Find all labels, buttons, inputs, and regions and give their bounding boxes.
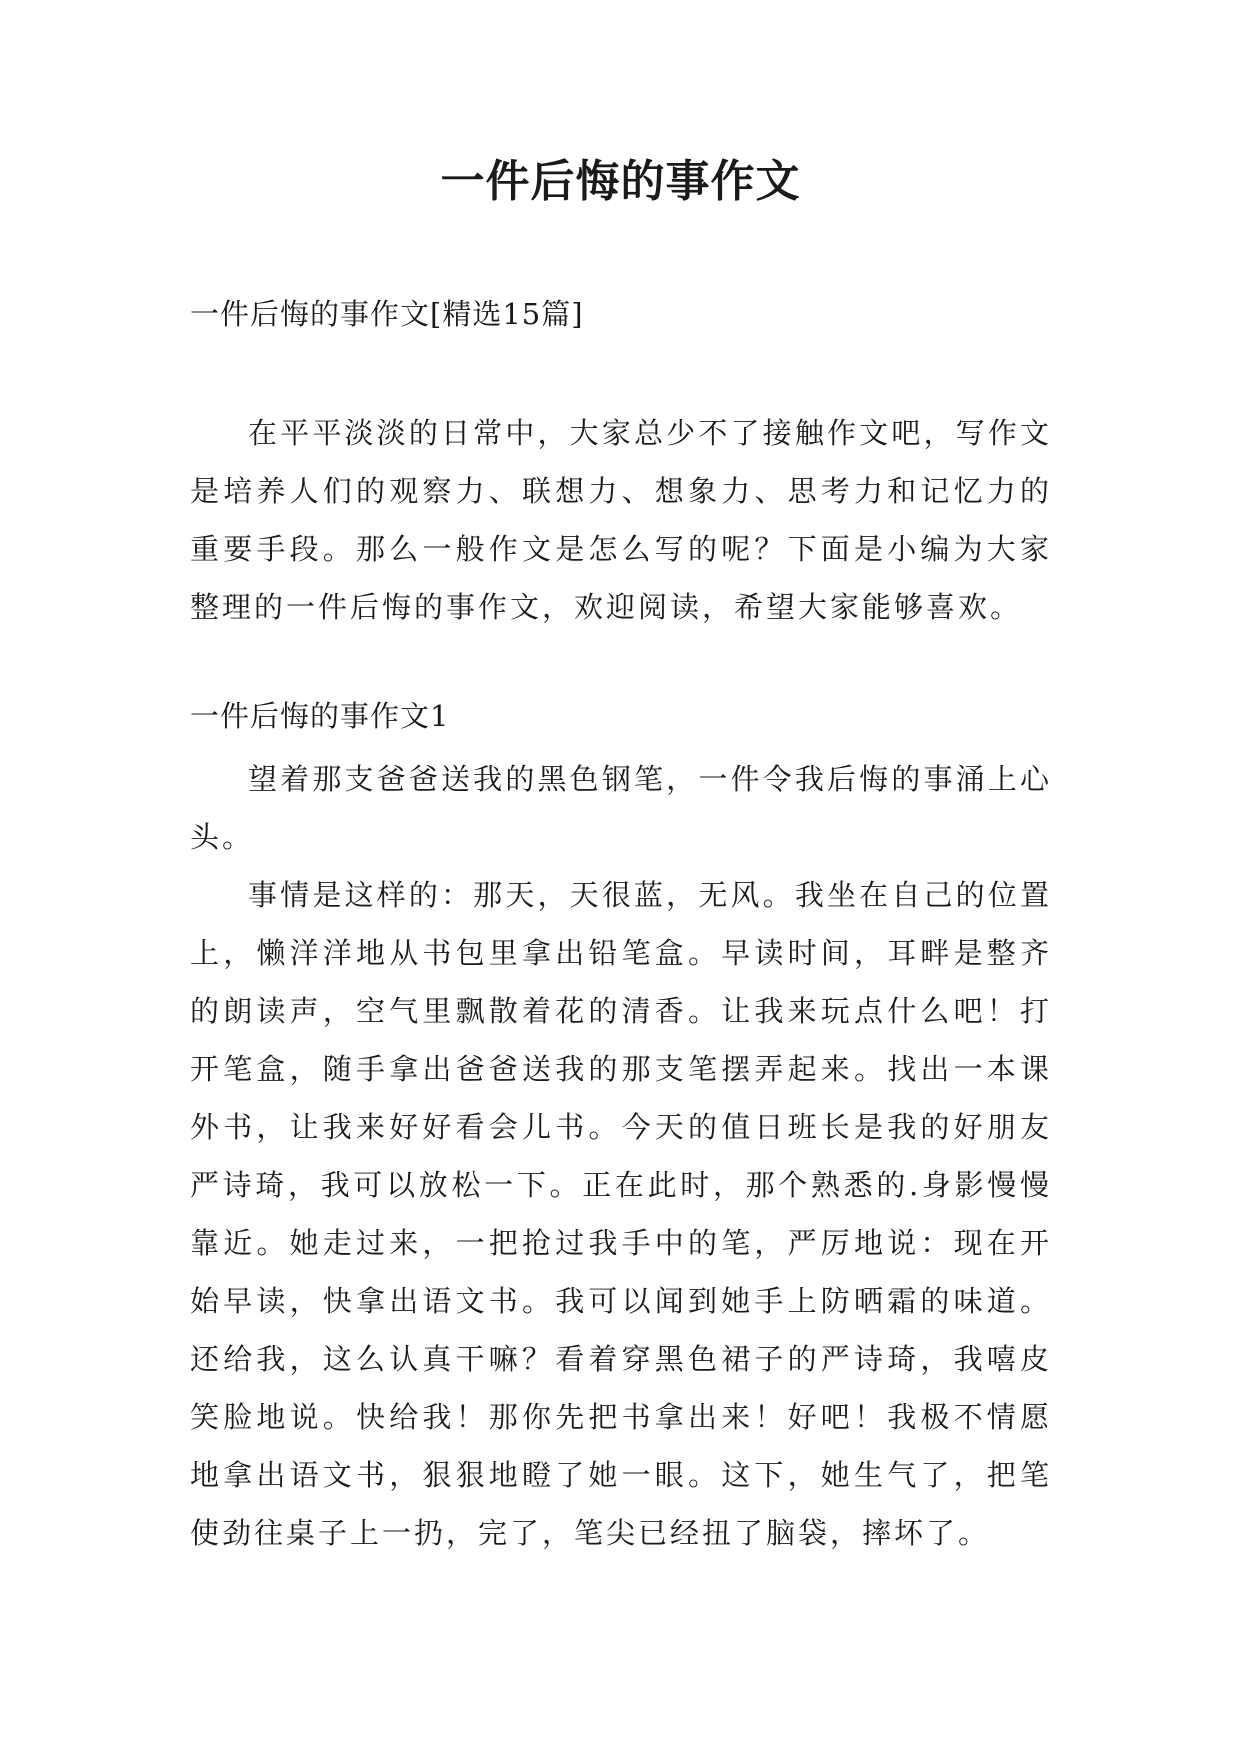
intro-paragraph: 在平平淡淡的日常中，大家总少不了接触作文吧，写作文是培养人们的观察力、联想力、想象力、思考力和记忆力的重要手段。那么一般作文是怎么写的呢？下面是小编为大家整理的一件后悔的事作文，欢迎阅读，希望大家能够喜欢。 [190, 416, 1052, 624]
section-heading: 一件后悔的事作文1 [190, 699, 450, 733]
document-title: 一件后悔的事作文 [440, 156, 801, 207]
body-paragraph: 望着那支爸爸送我的黑色钢笔，一件令我后悔的事涌上心头。 [190, 762, 1052, 854]
body-paragraph: 事情是这样的：那天，天很蓝，无风。我坐在自己的位置上，懒洋洋地从书包里拿出铅笔盒。早读时间，耳畔是整齐的朗读声，空气里飘散着花的清香。让我来玩点什么吧！打开笔盒，随手拿出爸爸送我的那支笔摆弄起来。找出一本课外书，让我来好好看会儿书。今天的值日班长是我的好朋友严诗琦，我可以放松一下。正在此时，那个熟悉的.身影慢慢靠近。她走过来，一把抢过我手中的笔，严厉地说：现在开始早读，快拿出语文书。我可以闻到她手上防晒霜的味道。还给我，这么认真干嘛？看着穿黑色裙子的严诗琦，我嘻皮笑脸地说。快给我！那你先把书拿出来！好吧！我极不情愿地拿出语文书，狠狠地瞪了她一眼。这下，她生气了，把笔使劲往桌子上一扔，完了，笔尖已经扭了脑袋，摔坏了。 [190, 878, 1052, 1550]
document-subtitle: 一件后悔的事作文[精选15篇] [190, 297, 584, 331]
